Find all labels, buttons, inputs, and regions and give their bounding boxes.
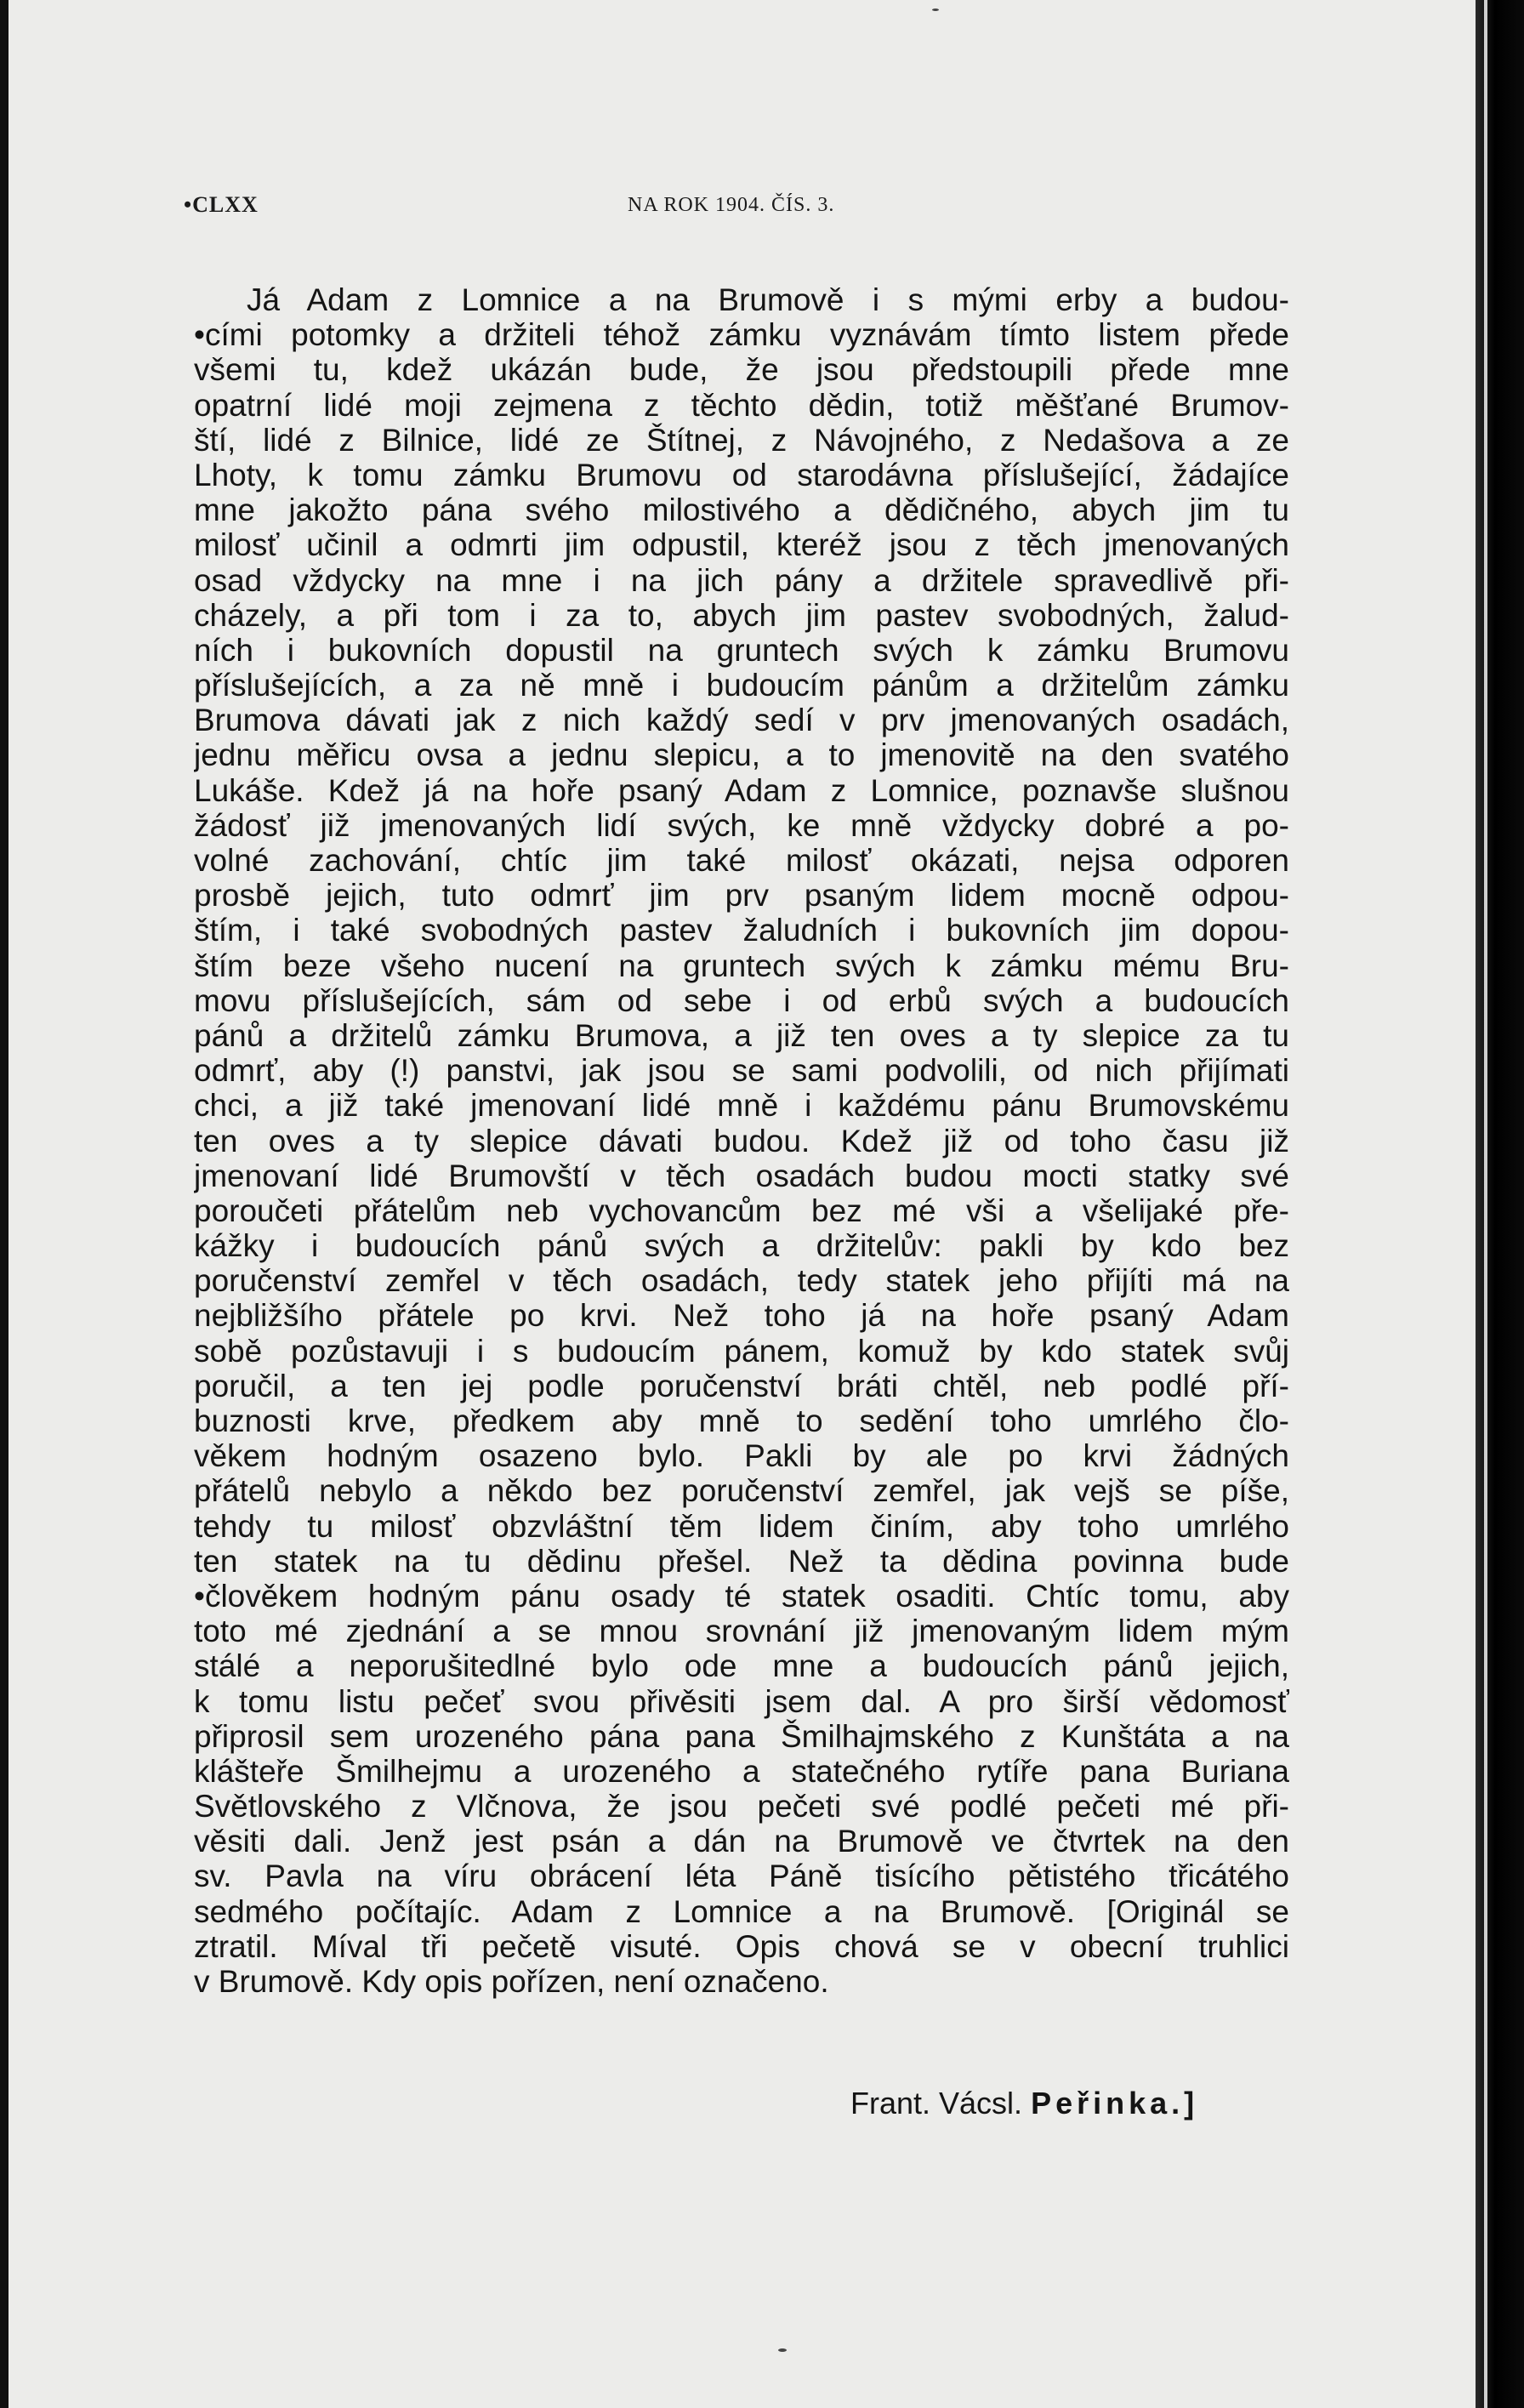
text-line: poroučeti přátelům neb vychovancům bez mé vši a všelijaké pře- <box>194 1193 1289 1228</box>
text-line: odmrť, aby (!) panstvi, jak jsou se sami podvolili, od nich přijímati <box>194 1053 1289 1089</box>
scan-edge-line <box>1484 0 1487 2408</box>
text-line: ních i bukovních dopustil na gruntech svých k zámku Brumovu <box>194 632 1289 668</box>
text-line: Já Adam z Lomnice a na Brumově i s mými erby a budou- <box>247 282 1289 317</box>
text-line: věsiti dali. Jenž jest psán a dán na Brumově ve čtvrtek na den <box>194 1824 1289 1859</box>
text-line: přátelů nebylo a někdo bez poručenství zemřel, jak vejš se píše, <box>194 1473 1289 1509</box>
text-line: jmenovaní lidé Brumovští v těch osadách budou mocti statky své <box>194 1158 1289 1193</box>
text-line: ští, lidé z Bilnice, lidé ze Štítnej, z Návojného, z Nedašova a ze <box>194 422 1289 458</box>
print-speck <box>778 2348 787 2352</box>
text-line: v Brumově. Kdy opis pořízen, není označeno. <box>194 1964 829 1999</box>
text-line: sv. Pavla na víru obrácení léta Páně tisícího pětistého třicátého <box>194 1859 1289 1894</box>
print-speck <box>932 9 939 11</box>
text-line: tehdy tu milosť obzvláštní těm lidem činím, aby toho umrlého <box>194 1508 1289 1544</box>
text-line: toto mé zjednání a se mnou srovnání již jmenovaným lidem mým <box>194 1614 1289 1649</box>
text-line: cházely, a při tom i za to, abych jim pastev svobodných, žalud- <box>194 597 1289 633</box>
text-line: poručil, a ten jej podle poručenství bráti chtěl, neb podlé pří- <box>194 1368 1289 1403</box>
text-line: opatrní lidé moji zejmena z těchto dědin, totiž měšťané Brumov- <box>194 387 1289 423</box>
text-line: Lhoty, k tomu zámku Brumovu od starodávna příslušející, žádajíce <box>194 457 1289 492</box>
text-line: mne jakožto pána svého milostivého a dědičného, abych jim tu <box>194 492 1289 528</box>
text-line: žádosť již jmenovaných lidí svých, ke mně vždycky dobré a po- <box>194 807 1289 843</box>
text-line: poručenství zemřel v těch osadách, tedy statek jeho přijíti má na <box>194 1263 1289 1299</box>
text-line: kážky i budoucích pánů svých a držitelův: pakli by kdo bez <box>194 1228 1289 1264</box>
signature-surname: Peřinka.] <box>1031 2086 1199 2121</box>
text-line: Brumova dávati jak z nich každý sedí v prv jmenovaných osadách, <box>194 703 1289 738</box>
text-line: připrosil sem urozeného pána pana Šmilhajmského z Kunštáta a na <box>194 1718 1289 1754</box>
text-line: Světlovského z Vlčnova, že jsou pečeti své podlé pečeti mé při- <box>194 1789 1289 1825</box>
running-title: NA ROK 1904. ČÍS. 3. <box>628 194 835 216</box>
text-line: ten statek na tu dědinu přešel. Než ta dědina povinna bude <box>194 1543 1289 1579</box>
text-line: ten oves a ty slepice dávati budou. Kdež již od toho času již <box>194 1123 1289 1158</box>
text-line: pánů a držitelů zámku Brumova, a již ten oves a ty slepice za tu <box>194 1017 1289 1053</box>
text-line: štím, i také svobodných pastev žaludních i bukovních jim dopou- <box>194 913 1289 948</box>
text-line: movu příslušejících, sám od sebe i od erbů svých a budoucích <box>194 982 1289 1018</box>
page-number: •CLXX <box>184 192 259 217</box>
text-line: •cími potomky a držiteli téhož zámku vyznávám tímto listem přede <box>194 317 1289 353</box>
text-line: chci, a již také jmenovaní lidé mně i každému pánu Brumovskému <box>194 1088 1289 1124</box>
text-line: ztratil. Míval tři pečetě visuté. Opis chová se v obecní truhlici <box>194 1928 1289 1964</box>
text-line: prosbě jejich, tuto odmrť jim prv psaným lidem mocně odpou- <box>194 878 1289 914</box>
text-line: všemi tu, kdež ukázán bude, že jsou předstoupili přede mne <box>194 352 1289 388</box>
text-line: stálé a neporušitedlné bylo ode mne a budoucích pánů jejich, <box>194 1648 1289 1684</box>
text-line: příslušejících, a za ně mně i budoucím pánům a držitelům zámku <box>194 668 1289 703</box>
text-line: jednu měřicu ovsa a jednu slepicu, a to jmenovitě na den svatého <box>194 737 1289 773</box>
text-line: volné zachování, chtíc jim také milosť okázati, nejsa odporen <box>194 843 1289 878</box>
text-line: k tomu listu pečeť svou přivěsiti jsem dal. A pro širší vědomosť <box>194 1683 1289 1719</box>
text-line: Lukáše. Kdež já na hoře psaný Adam z Lomnice, poznavše slušnou <box>194 772 1289 808</box>
text-line: •člověkem hodným pánu osady té statek osaditi. Chtíc tomu, aby <box>194 1578 1289 1614</box>
signature-prefix: Frant. Vácsl. <box>850 2086 1023 2121</box>
text-line: sedmého počítajíc. Adam z Lomnice a na Brumově. [Originál se <box>194 1893 1289 1929</box>
scan-edge <box>1476 0 1524 2408</box>
text-line: nejbližšího přátele po krvi. Než toho já na hoře psaný Adam <box>194 1298 1289 1334</box>
text-line: buznosti krve, předkem aby mně to sedění toho umrlého člo- <box>194 1403 1289 1438</box>
signature <box>850 2086 1198 2121</box>
text-line: sobě pozůstavuji i s budoucím pánem, komuž by kdo statek svůj <box>194 1333 1289 1369</box>
text-line: věkem hodným osazeno bylo. Pakli by ale po krvi žádných <box>194 1438 1289 1474</box>
text-line: štím beze všeho nucení na gruntech svých k zámku mému Bru- <box>194 948 1289 983</box>
page-header <box>9 192 1476 226</box>
document-page <box>9 0 1476 2408</box>
text-line: milosť učinil a odmrti jim odpustil, kteréž jsou z těch jmenovaných <box>194 527 1289 563</box>
body-text <box>194 282 1289 1999</box>
text-line: osad vždycky na mne i na jich pány a držitele spravedlivě při- <box>194 562 1289 598</box>
text-line: klášteře Šmilhejmu a urozeného a statečného rytíře pana Buriana <box>194 1753 1289 1789</box>
